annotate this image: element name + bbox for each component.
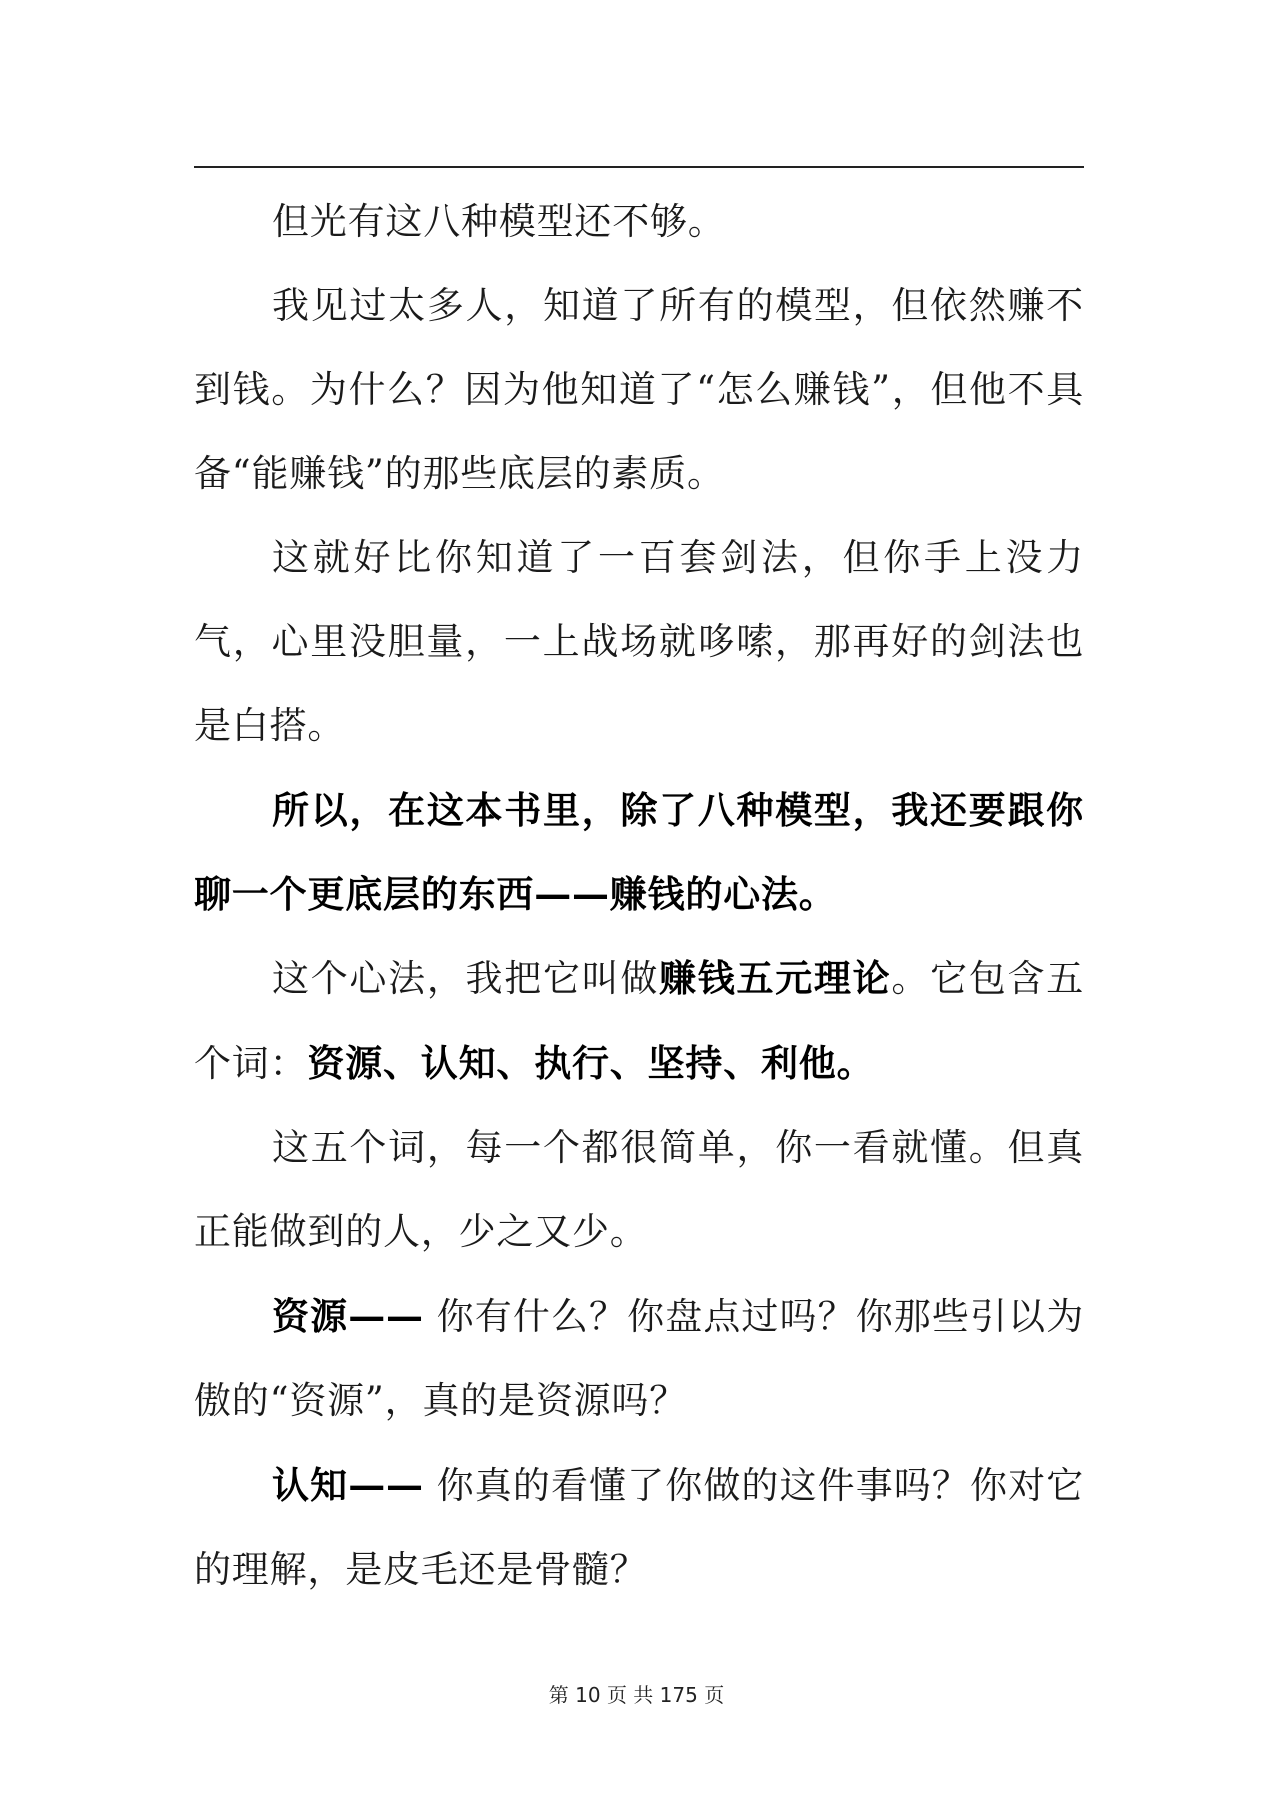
paragraph-8 xyxy=(194,1443,1084,1612)
resource-text: 你有什么？你盘点过吗？你那些引以为傲的“资源”，真的是资源吗？ xyxy=(194,1295,1084,1422)
page-number-footer: 第 10 页 共 175 页 xyxy=(548,1683,725,1707)
paragraph-7 xyxy=(194,1274,1084,1443)
paragraph-3: 这就好比你知道了一百套剑法，但你手上没力气，心里没胆量，一上战场就哆嗦，那再好的剑法也是白搭。 xyxy=(194,536,1084,747)
resource-term: 资源—— xyxy=(272,1294,424,1338)
five-words-list: 资源、认知、执行、坚持、利他。 xyxy=(307,1041,875,1085)
five-element-theory-term: 赚钱五元理论 xyxy=(659,956,892,1000)
paragraph-5-text-a: 这个心法，我把它叫做 xyxy=(272,957,660,1000)
cognition-term: 认知—— xyxy=(272,1463,424,1507)
paragraph-5-text-c: 。它包含五个词： xyxy=(194,957,1084,1085)
paragraph-6: 这五个词，每一个都很简单，你一看就懂。但真正能做到的人，少之又少。 xyxy=(194,1126,1084,1253)
header-rule xyxy=(194,166,1084,168)
paragraph-4-emphasis: 所以，在这本书里，除了八种模型，我还要跟你聊一个更底层的东西——赚钱的心法。 xyxy=(194,788,1084,916)
paragraph-5 xyxy=(194,936,1084,1106)
cognition-text: 你真的看懂了你做的这件事吗？你对它的理解，是皮毛还是骨髓？ xyxy=(194,1464,1084,1591)
paragraph-1: 但光有这八种模型还不够。 xyxy=(272,200,726,243)
paragraph-2: 我见过太多人，知道了所有的模型，但依然赚不到钱。为什么？因为他知道了“怎么赚钱”，但他不具备“能赚钱”的那些底层的素质。 xyxy=(194,284,1084,495)
page-body xyxy=(194,180,1084,1612)
